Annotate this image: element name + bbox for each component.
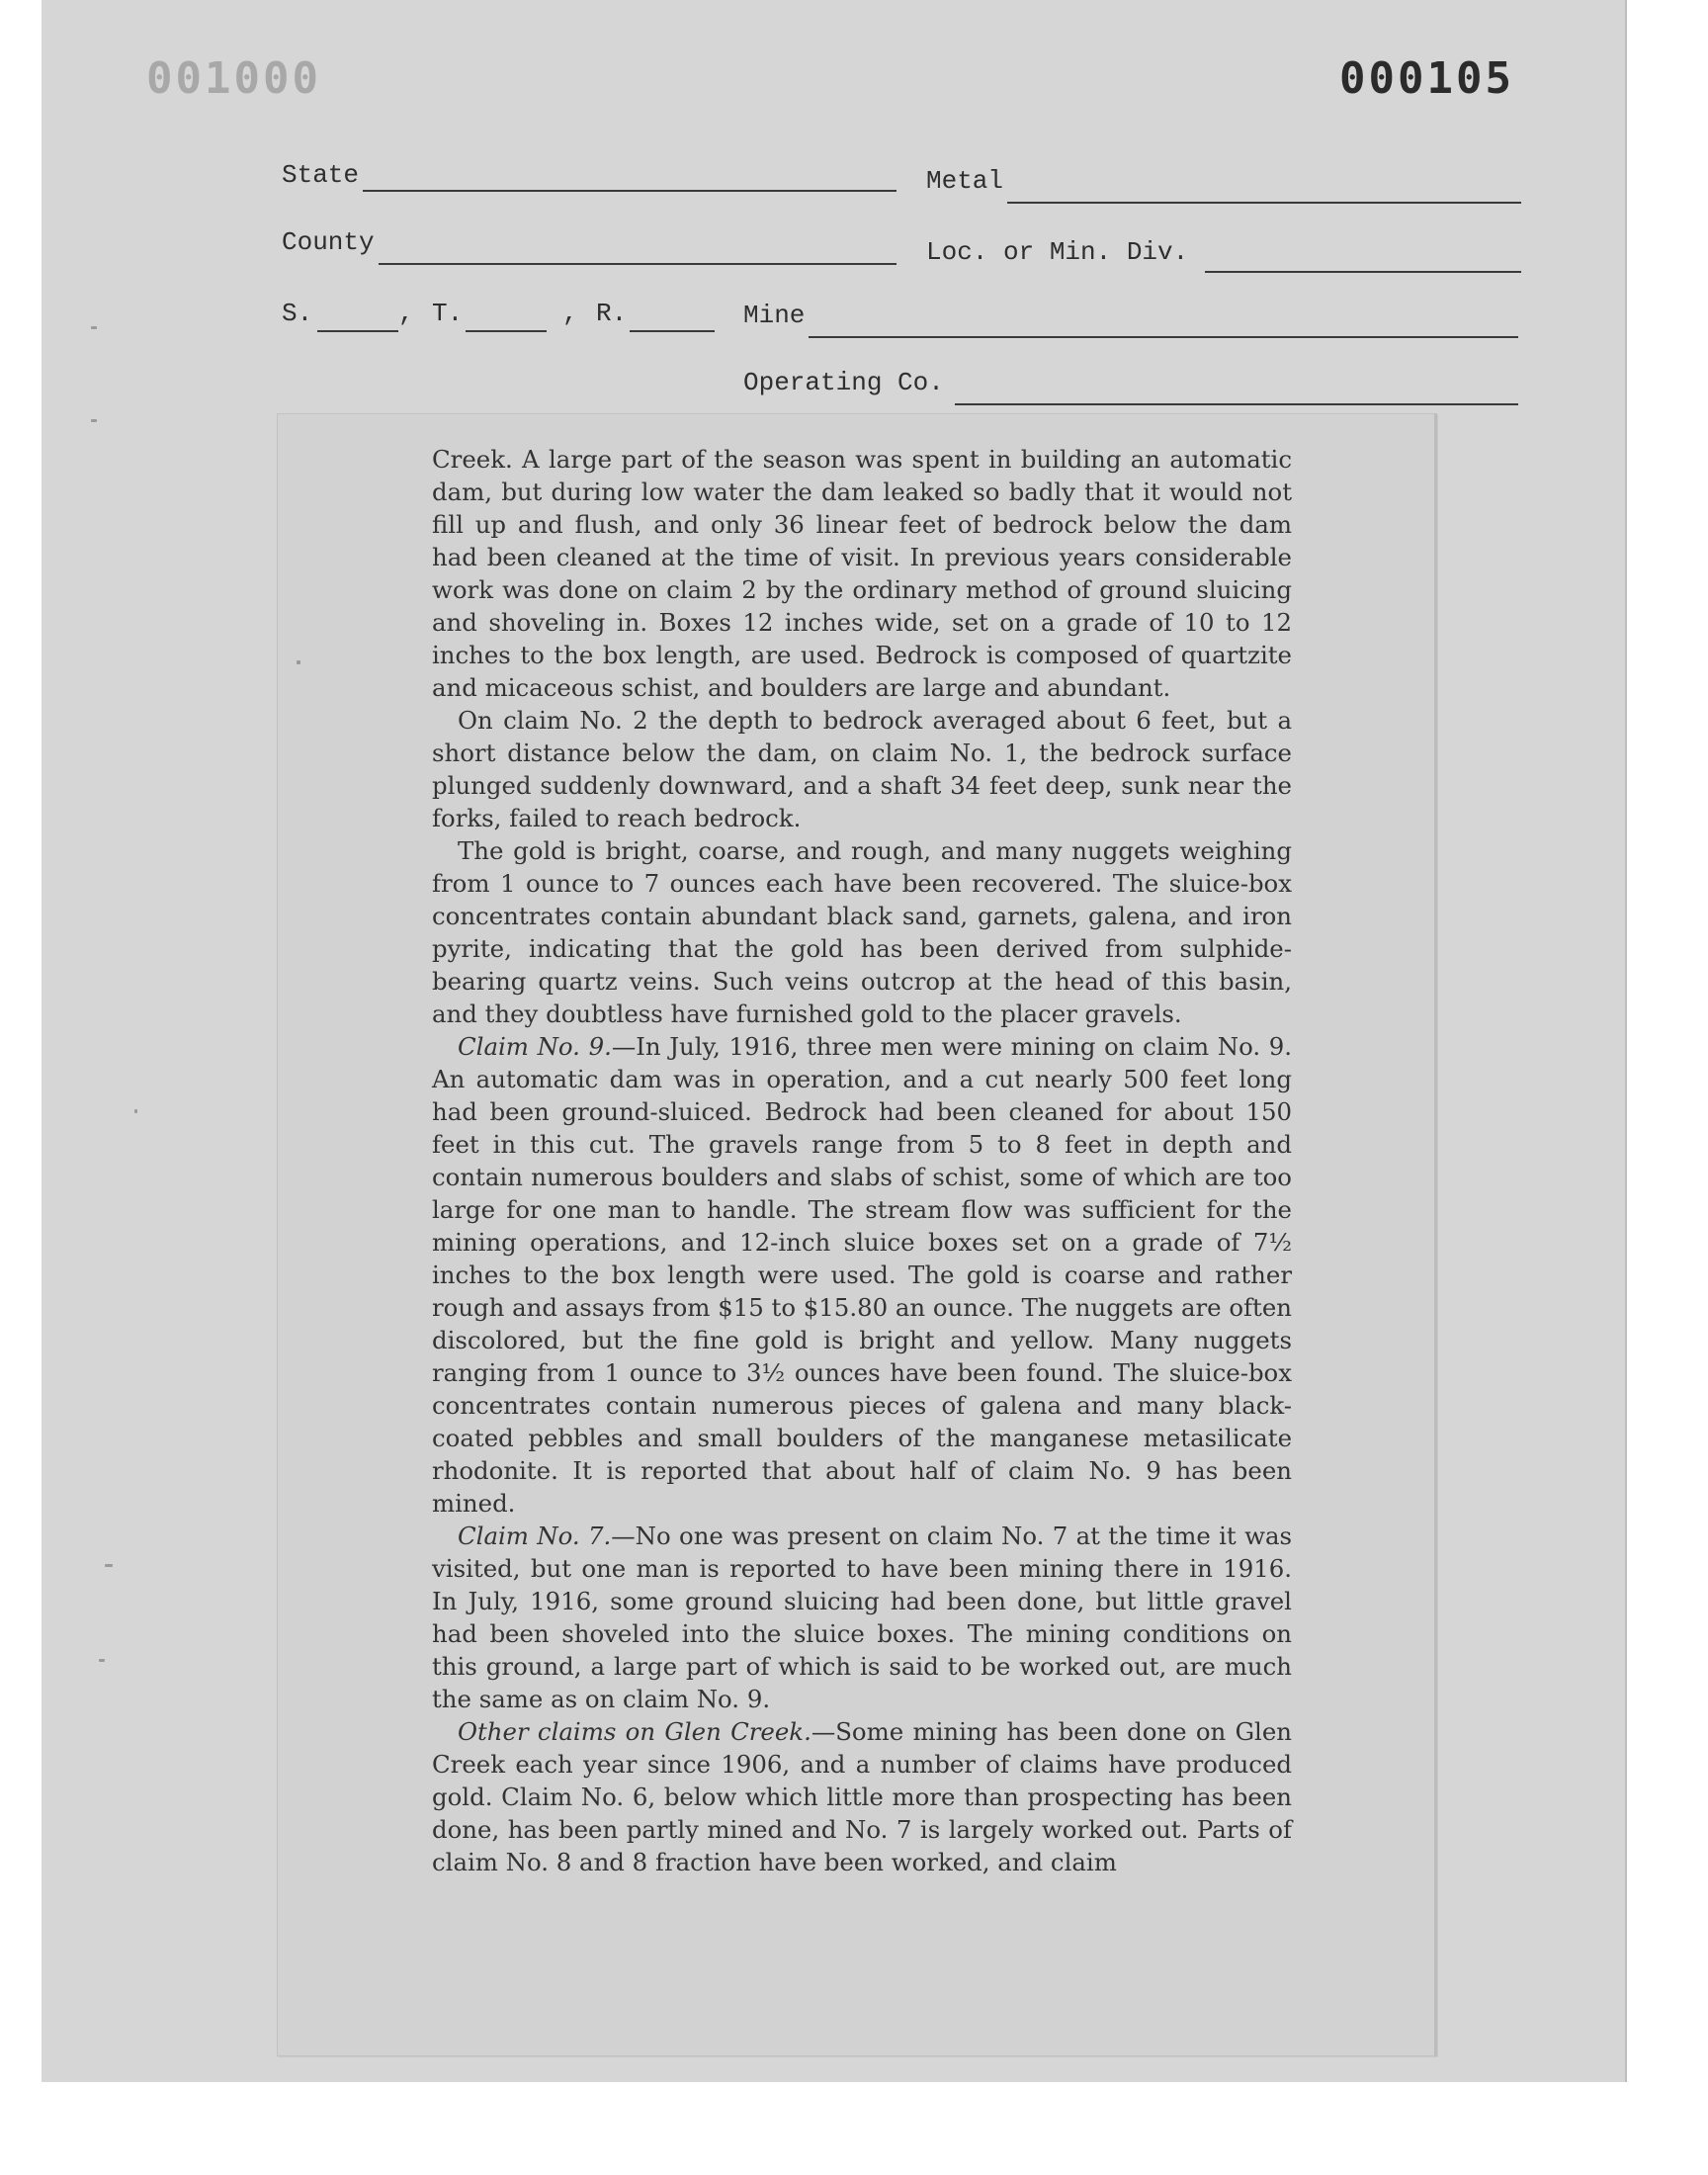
- paragraph-2: On claim No. 2 the depth to bedrock averaged about 6 feet, but a short distance below the dam, on claim No. 1, the bedrock surface plunged suddenly downward, and a shaft 34 feet deep, sunk near the forks, failed to reach bedrock.: [432, 706, 1292, 832]
- scan-speck: [105, 1564, 113, 1567]
- page-stamp-number: 000105: [1339, 53, 1514, 104]
- t-comma: ,: [562, 299, 578, 328]
- paragraph-5: [432, 1520, 1292, 1715]
- r-label: R.: [596, 299, 628, 328]
- scan-speck: [99, 1659, 105, 1662]
- scan-speck: [91, 419, 97, 422]
- mine-line: [809, 336, 1518, 338]
- mine-label: Mine: [743, 301, 806, 330]
- loc-label: Loc. or Min. Div.: [926, 237, 1189, 267]
- metal-label: Metal: [926, 166, 1004, 196]
- claim-7-heading: Claim No. 7.: [458, 1522, 612, 1550]
- scan-speck: [91, 326, 97, 329]
- operating-label: Operating Co.: [743, 368, 944, 397]
- s-label: S.: [282, 299, 313, 328]
- paragraph-6: [432, 1715, 1292, 1878]
- paragraph-4: [432, 1030, 1292, 1520]
- clipping-text: [432, 443, 1292, 1878]
- county-label: County: [282, 227, 375, 257]
- claim-9-heading: Claim No. 9.: [458, 1032, 612, 1061]
- state-label: State: [282, 160, 360, 190]
- paragraph-1: Creek. A large part of the season was spent in building an automatic dam, but during low water the dam leaked so badly that it would not fill up and flush, and only 36 linear feet of bedrock below the dam had been cleaned at the time of visit. In previous years considerable work was done on claim 2 by the ordinary method of ground sluicing and shoveling in. Boxes 12 inches wide, set on a grade of 10 to 12 inches to the box length, are used. Bedrock is composed of quartzite and micaceous schist, and boulders are large and abundant.: [432, 445, 1292, 702]
- operating-line: [955, 403, 1518, 405]
- faded-stamp-number: 001000: [146, 53, 321, 104]
- other-claims-heading: Other claims on Glen Creek.: [458, 1717, 811, 1746]
- state-line: [363, 190, 897, 192]
- claim-7-body: —No one was present on claim No. 7 at the time it was visited, but one man is reported to have been mining there in 1916. In July, 1916, some ground sluicing had been done, but little gravel had been shoveled into the sluice boxes. The mining conditions on this ground, a large part of which is said to be worked out, are much the same as on claim No. 9.: [432, 1522, 1292, 1713]
- metal-line: [1007, 202, 1521, 204]
- scan-speck: [297, 660, 300, 664]
- s-line: [317, 330, 398, 332]
- r-line: [630, 330, 715, 332]
- t-line: [466, 330, 547, 332]
- t-label: T.: [432, 299, 464, 328]
- county-line: [379, 263, 897, 265]
- s-comma: ,: [398, 299, 414, 328]
- scan-speck: [134, 1109, 137, 1113]
- claim-9-body: —In July, 1916, three men were mining on claim No. 9. An automatic dam was in operation, and a cut nearly 500 feet long had been ground-sluiced. Bedrock had been cleaned for about 150 feet in this cut. The gravels range from 5 to 8 feet in depth and contain numerous boulders and slabs of schist, some of which are too large for one man to handle. The stream flow was sufficient for the mining operations, and 12-inch sluice boxes set on a grade of 7½ inches to the box length were used. The gold is coarse and rather rough and assays from $15 to $15.80 an ounce. The nuggets are often discolored, but the fine gold is bright and yellow. Many nuggets ranging from 1 ounce to 3½ ounces have been found. The sluice-box concentrates contain numerous pieces of galena and many black-coated pebbles and small boulders of the manganese metasilicate rhodonite. It is reported that about half of claim No. 9 has been mined.: [432, 1032, 1293, 1518]
- other-claims-body: —Some mining has been done on Glen Creek each year since 1906, and a number of claims have produced gold. Claim No. 6, below which little more than prospecting has been done, has been partly mined and No. 7 is largely worked out. Parts of claim No. 8 and 8 fraction have been worked, and claim: [432, 1717, 1292, 1876]
- paragraph-3: The gold is bright, coarse, and rough, and many nuggets weighing from 1 ounce to 7 ounces each have been recovered. The sluice-box concentrates contain abundant black sand, garnets, galena, and iron pyrite, indicating that the gold has been derived from sulphide-bearing quartz veins. Such veins outcrop at the head of this basin, and they doubtless have furnished gold to the placer gravels.: [432, 836, 1292, 1028]
- loc-line: [1205, 271, 1521, 273]
- str-field: [282, 299, 726, 338]
